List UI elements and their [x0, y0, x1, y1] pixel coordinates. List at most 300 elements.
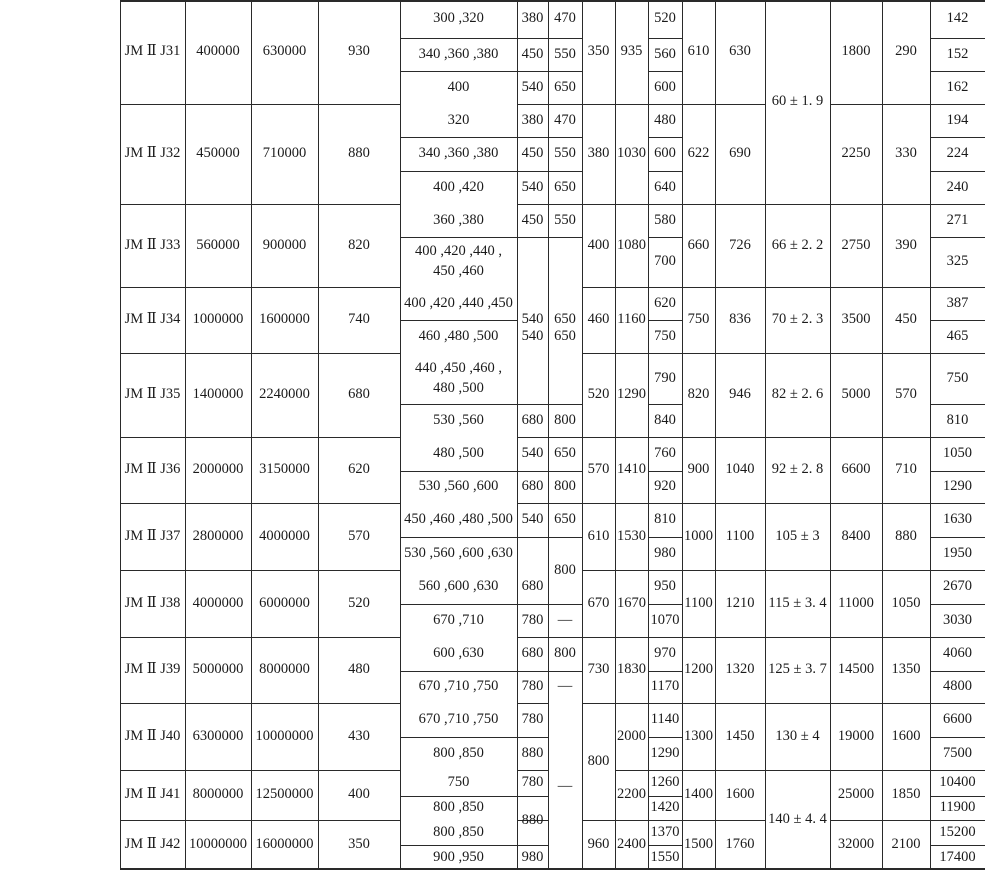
table-rule: [400, 796, 517, 797]
size-range: 400: [447, 78, 470, 95]
table-cell: 1400: [684, 786, 713, 803]
table-rule: [648, 845, 682, 846]
table-rule: [765, 637, 830, 638]
table-cell: 800: [554, 411, 576, 428]
table-cell: 8000000: [259, 661, 310, 678]
table-cell: 92 ± 2. 8: [771, 461, 824, 478]
table-cell: 465: [946, 327, 969, 344]
table-cell: 25000: [837, 786, 875, 803]
table-cell: 780: [521, 678, 544, 695]
table-cell: 820: [348, 236, 370, 253]
table-rule: [930, 137, 985, 138]
table-cell: 1290: [943, 478, 972, 495]
table-cell: 1070: [650, 611, 680, 628]
table-cell: 1290: [650, 744, 680, 761]
table-cell: 1290: [617, 386, 646, 403]
table-cell: 6600: [841, 461, 871, 478]
table-rule: [648, 671, 682, 672]
size-range: 460 ,480 ,500: [418, 327, 499, 344]
table-cell: 70 ± 2. 3: [771, 311, 824, 328]
table-cell: 1830: [617, 661, 646, 678]
table-cell: 740: [348, 311, 370, 328]
table-cell: 620: [348, 461, 370, 478]
table-cell: 380: [521, 111, 544, 128]
table-cell: 1000000: [192, 311, 244, 328]
table-cell: 810: [946, 411, 969, 428]
table-rule: [582, 637, 615, 638]
table-cell: 1550: [650, 848, 680, 865]
table-rule: [400, 737, 517, 738]
table-rule: [615, 287, 648, 288]
table-cell: 1600: [891, 727, 921, 744]
table-cell: 980: [521, 848, 544, 865]
table-rule: [648, 796, 682, 797]
model-label: JM Ⅱ J38: [124, 594, 181, 611]
table-cell: 622: [687, 145, 710, 162]
table-cell: 1140: [650, 711, 680, 728]
table-cell: 1800: [841, 43, 871, 60]
table-rule: [615, 770, 648, 771]
table-rule: [517, 137, 582, 138]
table-cell: 540: [521, 311, 544, 328]
table-cell: 2670: [943, 578, 972, 595]
table-cell: 700: [654, 253, 676, 270]
table-rule: [517, 671, 582, 672]
table-rule: [517, 737, 548, 738]
table-cell: 380: [587, 145, 610, 162]
table-rule: [517, 471, 582, 472]
model-label: JM Ⅱ J33: [124, 236, 181, 253]
model-label: JM Ⅱ J31: [124, 43, 181, 60]
tolerance-merged: 60 ± 1. 9: [771, 93, 824, 110]
table-rule: [517, 38, 582, 39]
table-cell: 450: [521, 211, 544, 228]
table-cell: 194: [946, 111, 969, 128]
table-cell: 2800000: [192, 527, 244, 544]
table-cell: 540: [521, 328, 544, 345]
table-cell: 10000000: [189, 836, 247, 853]
table-rule: [715, 503, 765, 504]
table-rule: [930, 237, 985, 238]
table-cell: 8400: [841, 527, 871, 544]
table-cell: 800: [554, 478, 576, 495]
table-cell: 650: [554, 78, 576, 95]
table-rule: [400, 845, 517, 846]
table-cell: 600: [654, 145, 676, 162]
table-cell: 780: [521, 774, 544, 791]
table-rule: [582, 437, 615, 438]
table-rule: [615, 353, 648, 354]
table-rule: [615, 703, 648, 704]
table-cell: 6000000: [259, 594, 310, 611]
table-cell: 16000000: [255, 836, 314, 853]
table-cell: 1400000: [192, 386, 244, 403]
table-cell: 750: [946, 369, 969, 386]
table-cell: 271: [946, 211, 969, 228]
table-cell: 900000: [262, 236, 307, 253]
table-cell: 1420: [650, 799, 680, 816]
table-cell: 5000000: [192, 661, 244, 678]
table-cell: 480: [348, 661, 370, 678]
table-cell: 19000: [837, 727, 875, 744]
table-cell: 380: [521, 10, 544, 27]
table-cell: 1670: [617, 594, 646, 611]
table-cell: 1030: [617, 145, 646, 162]
table-cell: 880: [348, 145, 370, 162]
table-cell: 400: [348, 786, 370, 803]
table-cell: 550: [554, 211, 576, 228]
table-cell: 125 ± 3. 7: [768, 661, 827, 678]
table-rule: [648, 237, 682, 238]
model-label: JM Ⅱ J32: [124, 145, 181, 162]
table-rule: [765, 287, 830, 288]
table-cell: 450: [895, 311, 917, 328]
table-rule: [517, 71, 582, 72]
table-cell: 650: [554, 311, 576, 328]
table-cell: 750: [687, 311, 710, 328]
table-cell: 520: [587, 386, 610, 403]
table-cell: 142: [946, 10, 969, 27]
table-cell: 1630: [943, 511, 972, 528]
table-rule: [615, 570, 648, 571]
size-range: 530 ,560: [433, 411, 484, 428]
table-cell: 710: [895, 461, 917, 478]
table-rule: [400, 404, 517, 405]
table-cell: 2240000: [259, 386, 310, 403]
table-cell: 980: [654, 544, 676, 561]
table-rule: [400, 38, 517, 39]
table-cell: 600: [654, 78, 676, 95]
table-cell: 8000000: [192, 786, 244, 803]
table-cell: 836: [729, 311, 751, 328]
table-rule: [930, 171, 985, 172]
table-cell: 550: [554, 145, 576, 162]
table-cell: 152: [946, 45, 969, 62]
table-rule: [400, 71, 517, 72]
table-cell: 680: [521, 411, 544, 428]
table-rule: [615, 503, 648, 504]
table-rule: [715, 570, 765, 571]
table-cell: 1600000: [259, 311, 310, 328]
table-rule: [400, 604, 517, 605]
table-cell: 1530: [617, 527, 646, 544]
table-rule: [517, 703, 548, 704]
table-rule: [715, 287, 765, 288]
table-cell: 1210: [725, 594, 755, 611]
table-cell: 810: [654, 511, 676, 528]
table-cell: 935: [620, 43, 643, 60]
table-rule: [615, 204, 648, 205]
table-rule: [930, 38, 985, 39]
size-range: 670 ,710 ,750: [418, 711, 499, 728]
table-cell: 880: [895, 527, 917, 544]
model-label: JM Ⅱ J39: [124, 661, 181, 678]
table-rule: [400, 320, 517, 321]
table-cell: 10400: [939, 774, 976, 791]
model-label: JM Ⅱ J35: [124, 386, 181, 403]
table-rule: [715, 437, 765, 438]
table-cell: 115 ± 3. 4: [768, 594, 827, 611]
table-cell: 400: [587, 236, 610, 253]
table-cell: 540: [521, 178, 544, 195]
table-cell: 760: [654, 445, 676, 462]
table-rule: [930, 845, 985, 846]
table-rule: [582, 104, 615, 105]
table-cell: 350: [348, 836, 370, 853]
size-range: 530 ,560 ,600: [418, 478, 499, 495]
table-rule: [765, 703, 830, 704]
table-cell: 1300: [684, 727, 713, 744]
size-range: 560 ,600 ,630: [418, 578, 499, 595]
table-cell: 450: [521, 145, 544, 162]
table-cell: 390: [895, 236, 917, 253]
table-cell: 1200: [684, 661, 713, 678]
model-label: JM Ⅱ J42: [124, 836, 181, 853]
table-cell: 290: [895, 43, 917, 60]
size-range: 440 ,450 ,460 , 480 ,500: [415, 359, 502, 396]
size-range: 300 ,320: [433, 10, 484, 27]
table-rule: [715, 104, 765, 105]
table-cell: 1410: [617, 461, 646, 478]
table-cell: 780: [521, 611, 544, 628]
table-cell: 560: [654, 45, 676, 62]
table-cell: 540: [521, 511, 544, 528]
table-rule: [930, 796, 985, 797]
table-cell: 950: [654, 578, 676, 595]
table-cell: 430: [348, 727, 370, 744]
table-cell: 6300000: [192, 727, 244, 744]
table-cell: 4060: [943, 645, 972, 662]
table-cell: 780: [521, 711, 544, 728]
table-rule: [648, 71, 682, 72]
table-rule: [765, 503, 830, 504]
table-cell: 650: [554, 445, 576, 462]
table-rule: [400, 237, 517, 238]
table-cell: 680: [348, 386, 370, 403]
table-cell: 4000000: [259, 527, 310, 544]
table-cell: 750: [654, 327, 676, 344]
table-cell: 800: [554, 561, 576, 578]
table-cell: 1760: [725, 836, 755, 853]
table-rule: [517, 770, 548, 771]
table-rule: [582, 204, 615, 205]
table-cell: 880: [521, 744, 544, 761]
table-rule: [582, 570, 615, 571]
table-rule: [715, 703, 765, 704]
table-rule: [648, 320, 682, 321]
table-cell: 680: [521, 578, 544, 595]
table-cell: 690: [729, 145, 751, 162]
table-cell: 7500: [943, 744, 972, 761]
table-rule: [582, 353, 615, 354]
table-rule: [930, 404, 985, 405]
table-rule: [930, 604, 985, 605]
table-cell: 4800: [943, 678, 972, 695]
table-cell: 4000000: [192, 594, 244, 611]
table-cell: 1450: [725, 727, 755, 744]
table-rule: [582, 287, 615, 288]
table-cell: 640: [654, 178, 676, 195]
size-range: 340 ,360 ,380: [418, 145, 499, 162]
table-cell: 130 ± 4: [775, 727, 820, 744]
table-rule: [648, 404, 682, 405]
size-range: 360 ,380: [433, 211, 484, 228]
table-cell: 960: [587, 836, 610, 853]
table-cell: 82 ± 2. 6: [771, 386, 824, 403]
table-cell: 680: [521, 478, 544, 495]
table-cell: 224: [946, 145, 969, 162]
table-rule: [648, 737, 682, 738]
table-rule: [648, 471, 682, 472]
size-range: 480 ,500: [433, 445, 484, 462]
table-rule: [648, 537, 682, 538]
table-cell: 400000: [196, 43, 240, 60]
table-rule: [715, 820, 765, 821]
table-rule: [715, 204, 765, 205]
table-cell: 670: [587, 594, 610, 611]
table-cell: 660: [687, 236, 710, 253]
table-rule: [930, 471, 985, 472]
table-cell: 1050: [943, 445, 972, 462]
table-rule: [930, 320, 985, 321]
table-cell: 2250: [841, 145, 871, 162]
model-label: JM Ⅱ J34: [124, 311, 181, 328]
table-cell: 11900: [939, 799, 976, 816]
size-range: 900 ,950: [433, 848, 484, 865]
table-rule: [715, 353, 765, 354]
table-rule: [765, 353, 830, 354]
table-cell: 1170: [650, 678, 680, 695]
table-cell: 920: [654, 478, 676, 495]
table-cell: 540: [521, 78, 544, 95]
size-range: 450 ,460 ,480 ,500: [404, 511, 513, 528]
size-range: 400 ,420: [433, 178, 484, 195]
table-cell: 17400: [939, 848, 976, 865]
table-cell: 3030: [943, 611, 972, 628]
size-range: 600 ,630: [433, 645, 484, 662]
table-cell: —: [557, 678, 573, 695]
table-rule: [400, 171, 517, 172]
table-cell: 520: [348, 594, 370, 611]
model-label: JM Ⅱ J40: [124, 727, 181, 744]
table-rule: [517, 171, 582, 172]
table-cell: 1040: [725, 461, 755, 478]
table-rule: [400, 537, 517, 538]
table-rule: [930, 537, 985, 538]
table-cell: 1100: [725, 527, 755, 544]
table-rule: [930, 671, 985, 672]
table-cell: 330: [895, 145, 917, 162]
table-rule: [930, 71, 985, 72]
table-rule: [615, 820, 648, 821]
table-cell: 2000: [617, 727, 646, 744]
table-rule: [715, 637, 765, 638]
table-cell: 520: [654, 10, 676, 27]
table-cell: 387: [946, 294, 969, 311]
table-cell: 650: [554, 328, 576, 345]
table-rule: [648, 137, 682, 138]
table-cell: 790: [654, 369, 676, 386]
table-cell: 1850: [891, 786, 921, 803]
table-cell: 650: [554, 511, 576, 528]
table-cell: 970: [654, 645, 676, 662]
table-cell: 730: [587, 661, 610, 678]
size-range: 750: [447, 774, 470, 791]
table-rule: [648, 604, 682, 605]
table-cell: 1600: [725, 786, 755, 803]
table-rule: [648, 38, 682, 39]
table-cell: 1350: [891, 661, 921, 678]
table-cell: 1260: [650, 774, 680, 791]
table-cell: 460: [587, 311, 610, 328]
size-range: 800 ,850: [433, 823, 484, 840]
table-cell: 2100: [891, 836, 921, 853]
table-cell: 1050: [891, 594, 921, 611]
table-cell: 610: [687, 43, 710, 60]
size-range: 320: [447, 111, 470, 128]
table-cell: 3500: [841, 311, 871, 328]
table-cell: 1160: [617, 311, 646, 328]
tolerance-merged: 140 ± 4. 4: [768, 811, 827, 828]
table-cell: 930: [348, 43, 370, 60]
table-cell: 470: [554, 10, 576, 27]
table-rule: [615, 104, 648, 105]
table-rule: [765, 570, 830, 571]
table-rule: [517, 204, 582, 205]
table-cell: 550: [554, 45, 576, 62]
table-cell: 650: [554, 178, 576, 195]
table-cell: 2750: [841, 236, 871, 253]
table-cell: 1320: [725, 661, 755, 678]
size-range: 400 ,420 ,440 ,450: [404, 294, 513, 311]
table-cell: 580: [654, 211, 676, 228]
table-cell: 840: [654, 411, 676, 428]
table-rule: [615, 437, 648, 438]
table-cell: 470: [554, 111, 576, 128]
table-cell: 6600: [943, 711, 972, 728]
table-rule: [517, 503, 582, 504]
table-cell: 570: [895, 386, 917, 403]
table-cell: 325: [946, 253, 969, 270]
table-cell: 680: [521, 645, 544, 662]
table-cell: 105 ± 3: [775, 527, 820, 544]
table-cell: 14500: [837, 661, 875, 678]
table-cell: 5000: [841, 386, 871, 403]
table-rule: [715, 770, 765, 771]
table-cell: 350: [587, 43, 610, 60]
model-label: JM Ⅱ J37: [124, 527, 181, 544]
table-cell: 880: [521, 811, 544, 828]
size-range: 340 ,360 ,380: [418, 45, 499, 62]
table-cell: 900: [687, 461, 710, 478]
table-cell: 710000: [262, 145, 307, 162]
size-range: 800 ,850: [433, 744, 484, 761]
table-cell: 32000: [837, 836, 875, 853]
table-cell: 1370: [650, 823, 680, 840]
model-label: JM Ⅱ J36: [124, 461, 181, 478]
model-label: JM Ⅱ J41: [124, 786, 181, 803]
table-cell: 480: [654, 111, 676, 128]
size-range: 530 ,560 ,600 ,630: [404, 544, 513, 561]
table-cell: 66 ± 2. 2: [771, 236, 824, 253]
table-cell: 800: [554, 645, 576, 662]
table-cell: 1950: [943, 544, 972, 561]
table-cell: 1500: [684, 836, 713, 853]
size-range: 670 ,710 ,750: [418, 678, 499, 695]
table-cell: 570: [348, 527, 370, 544]
table-cell: 946: [729, 386, 751, 403]
table-cell: 162: [946, 78, 969, 95]
